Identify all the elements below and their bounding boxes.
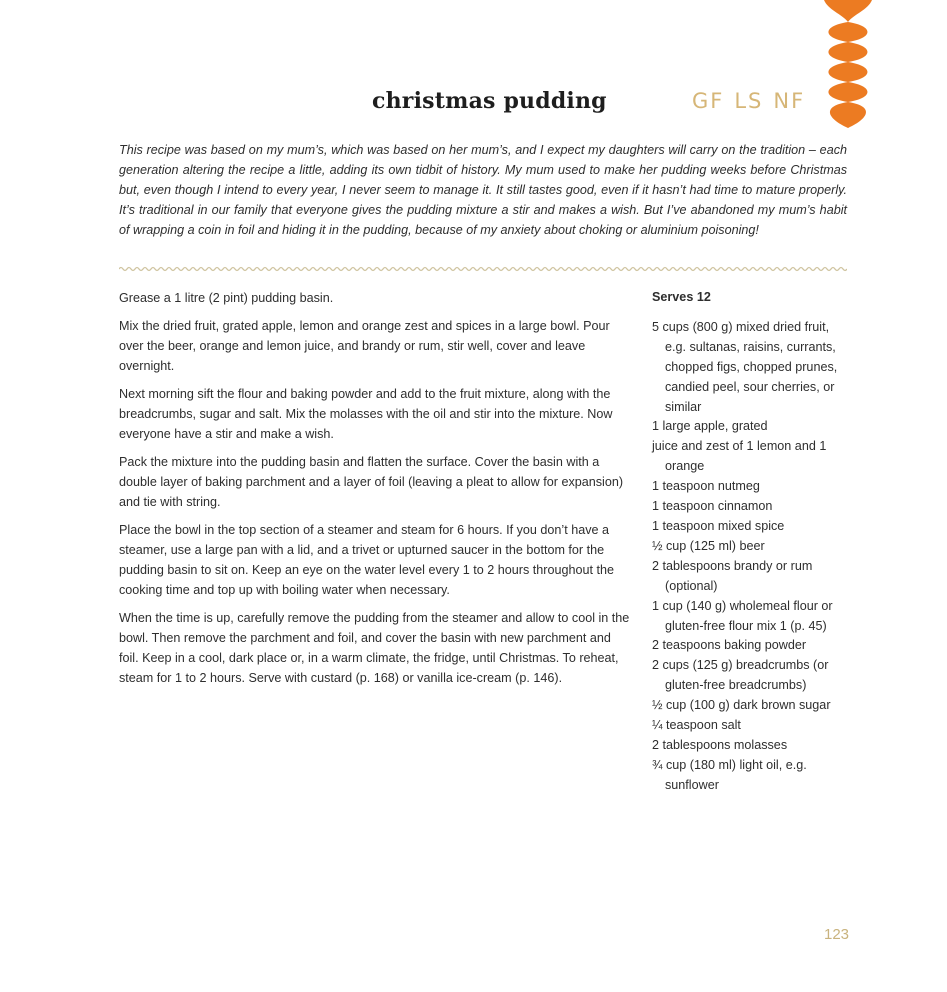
- gluten-free-tag: GF: [692, 89, 725, 113]
- ingredient-item: 2 tablespoons molasses: [652, 737, 788, 752]
- ingredient-item: 2 cups (125 g) breadcrumbs (or gluten-free breadcrumbs): [652, 658, 829, 693]
- serves-label: Serves 12: [652, 290, 711, 304]
- orange-ornament: [820, 0, 876, 132]
- recipe-title: christmas pudding: [372, 88, 607, 114]
- ingredient-item: 1 teaspoon mixed spice: [652, 518, 785, 533]
- low-sugar-tag: LS: [734, 89, 764, 113]
- orange-drop-shape: [824, 0, 872, 128]
- ingredient-item: ¾ cup (180 ml) light oil, e.g. sunflower: [652, 757, 807, 792]
- method-step: Pack the mixture into the pudding basin and flatten the surface. Cover the basin with a double layer of baking parchment and a layer of foil (leaving a pleat to allow for expansion) and tie with string.: [119, 455, 624, 509]
- recipe-intro: This recipe was based on my mum’s, which was based on her mum’s, and I expect my daughters will carry on the tradition – each generation altering the recipe a little, adding its own tidbit of history. My mum used to make her pudding weeks before Christmas but, even though I intend to every year, I never seem to manage it. It still tastes good, even if it hasn’t had time to mature properly. It’s traditional in our family that everyone gives the pudding mixture a stir and makes a wish. But I’ve abandoned my mum’s habit of wrapping a coin in foil and hiding it in the pudding, because of my anxiety about choking or aluminium poisoning!: [119, 143, 847, 237]
- ingredient-item: ½ cup (125 ml) beer: [652, 538, 765, 553]
- method-section: [119, 288, 631, 696]
- ingredient-item: 1 cup (140 g) wholemeal flour or gluten-free flour mix 1 (p. 45): [652, 598, 833, 633]
- wavy-divider: [119, 264, 847, 274]
- ingredient-item: ½ cup (100 g) dark brown sugar: [652, 698, 831, 713]
- ingredient-item: juice and zest of 1 lemon and 1 orange: [652, 439, 827, 474]
- ingredient-item: 1 teaspoon cinnamon: [652, 499, 773, 514]
- nut-free-tag: NF: [773, 89, 806, 113]
- ingredient-item: 1 large apple, grated: [652, 419, 768, 434]
- method-step: Mix the dried fruit, grated apple, lemon and orange zest and spices in a large bowl. Pour over the beer, orange and lemon juice, and brandy or rum, stir well, cover and leave overnight.: [119, 319, 610, 373]
- page-number: 123: [824, 926, 850, 943]
- diet-tags: [692, 89, 815, 113]
- ingredient-list: [652, 318, 852, 796]
- ingredients-section: [652, 288, 852, 796]
- ingredient-item: 2 tablespoons brandy or rum (optional): [652, 558, 813, 593]
- ingredient-item: 1 teaspoon nutmeg: [652, 479, 760, 494]
- ingredient-item: ¼ teaspoon salt: [652, 718, 741, 733]
- ingredient-item: 2 teaspoons baking powder: [652, 638, 807, 653]
- method-step: Place the bowl in the top section of a steamer and steam for 6 hours. If you don’t have a steamer, use a large pan with a lid, and a trivet or upturned saucer in the bottom for the pudding basin to sit on. Keep an eye on the water level every 1 to 2 hours throughout the cooking time and top up with boiling water when necessary.: [119, 523, 614, 597]
- method-step: Next morning sift the flour and baking powder and add to the fruit mixture, along with the breadcrumbs, sugar and salt. Mix the molasses with the oil and stir into the mixture. Now everyone have a stir and make a wish.: [119, 387, 613, 441]
- method-step: When the time is up, carefully remove the pudding from the steamer and allow to cool in the bowl. Then remove the parchment and foil, and cover the basin with new parchment and foil. Keep in a cool, dark place or, in a warm climate, the fridge, until Christmas. To reheat, steam for 1 to 2 hours. Serve with custard (p. 168) or vanilla ice-cream (p. 146).: [119, 611, 630, 685]
- ingredient-item: 5 cups (800 g) mixed dried fruit, e.g. sultanas, raisins, currants, chopped figs, chopped prunes, candied peel, sour cherries, or similar: [652, 319, 838, 414]
- method-step: Grease a 1 litre (2 pint) pudding basin.: [119, 291, 334, 305]
